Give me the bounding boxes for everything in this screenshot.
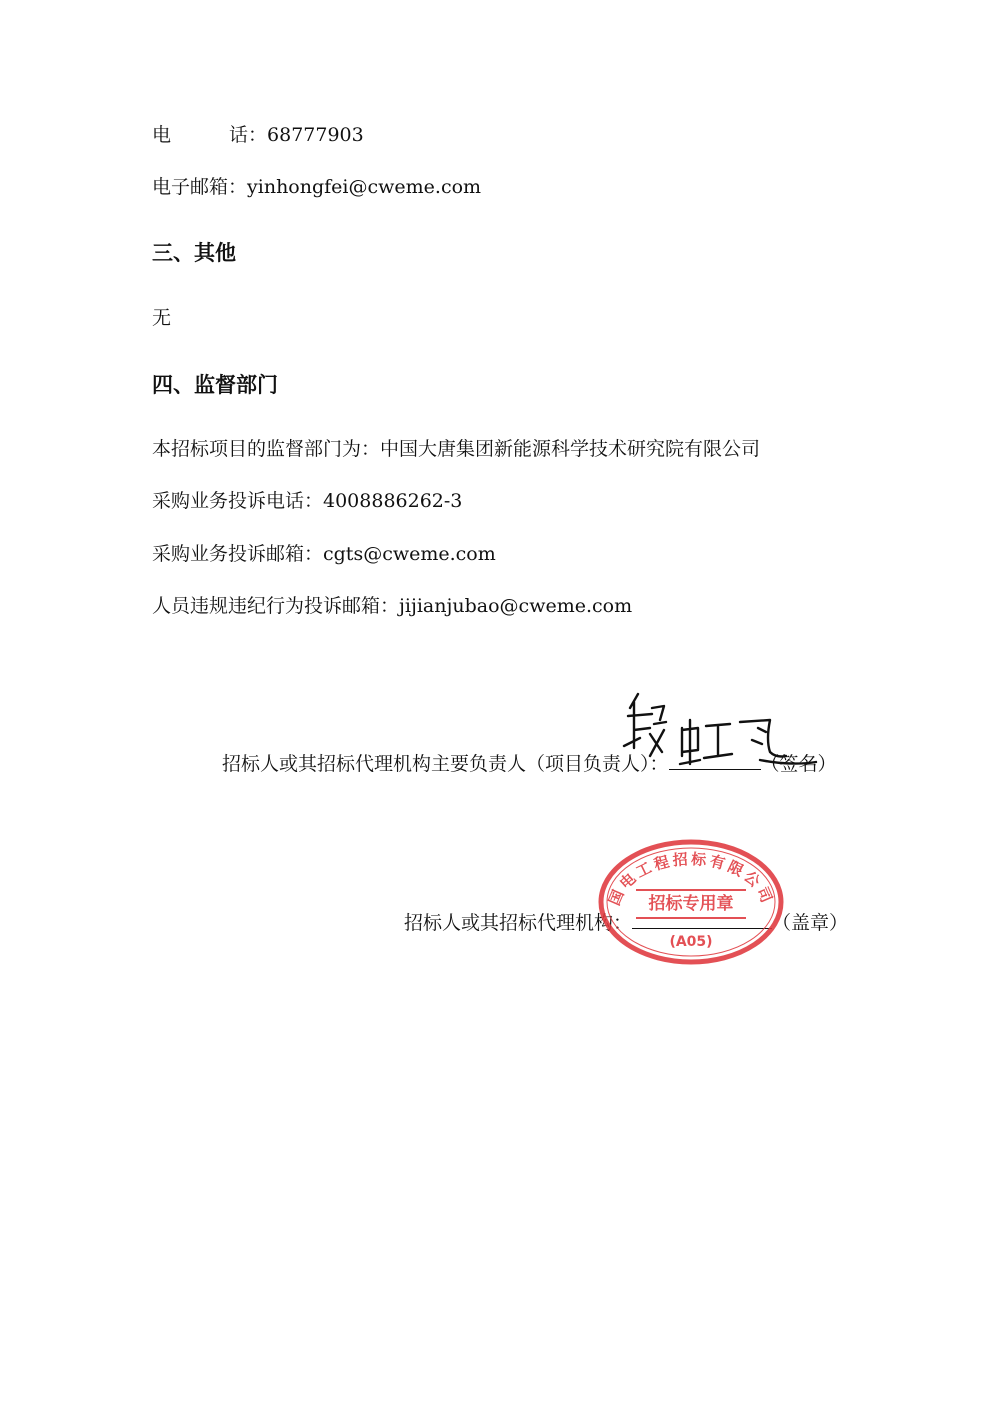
seal-code-text: (A05) [669,934,713,950]
section-3-body: 无 [152,307,172,329]
seal-label: 招标人或其招标代理机构： [404,912,633,934]
email-value: yinhongfei@cweme.com [247,176,482,198]
signature-label: 招标人或其招标代理机构主要负责人（项目负责人）： [222,753,669,775]
supervisor-line: 本招标项目的监督部门为：中国大唐集团新能源科学技术研究院有限公司 [152,438,761,460]
email-label: 电子邮箱： [152,176,248,198]
phone-value: 68777903 [267,124,364,146]
handwritten-signature [600,686,820,776]
complaint-phone-line: 采购业务投诉电话：4008886262-3 [152,490,463,512]
phone-label-2: 话： [229,124,268,146]
phone-line [152,123,364,147]
official-seal [596,838,786,966]
signature-suffix: （签名） [760,753,837,775]
phone-label: 电 [152,124,172,146]
seal-suffix: （盖章） [772,912,849,934]
section-3-heading: 三、其他 [152,241,236,265]
violation-email-line: 人员违规违纪行为投诉邮箱：jijianjubao@cweme.com [152,595,633,617]
section-4-heading: 四、监督部门 [152,373,278,397]
seal-outer-text: 国电工程招标有限公司 [605,850,777,909]
email-line [152,175,481,199]
complaint-email-line: 采购业务投诉邮箱：cgts@cweme.com [152,543,496,565]
seal-center-text: 招标专用章 [648,894,734,914]
